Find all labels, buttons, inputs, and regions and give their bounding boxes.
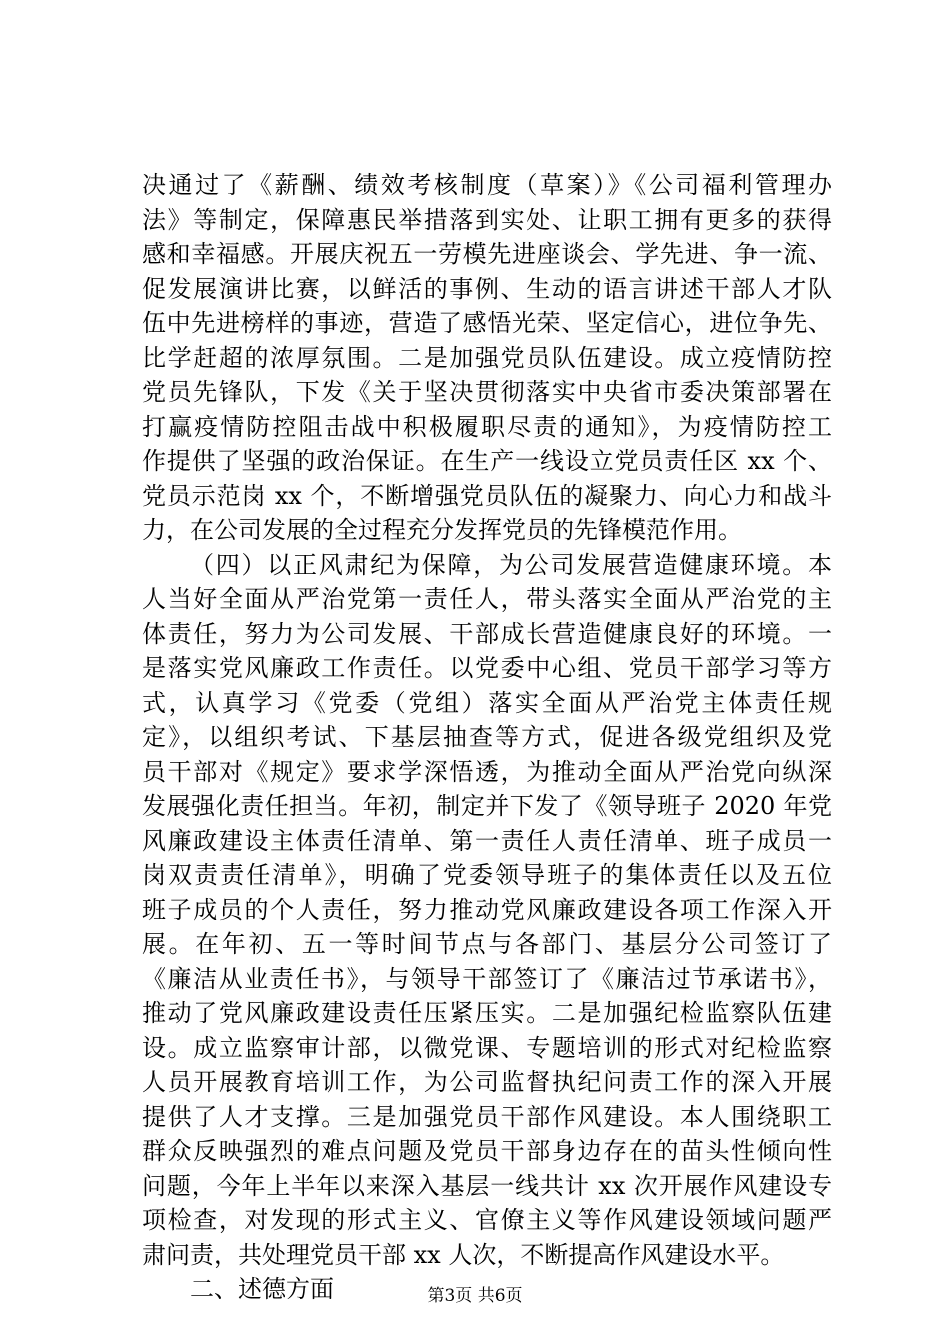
text-line: 比学赶超的浓厚氛围。二是加强党员队伍建设。成立疫情防控 bbox=[142, 343, 832, 372]
text-line: 员干部对《规定》要求学深悟透，为推动全面从严治党向纵深 bbox=[142, 757, 832, 786]
text-line: 感和幸福感。开展庆祝五一劳模先进座谈会、学先进、争一流、 bbox=[142, 240, 832, 268]
text-line: 党员示范岗 xx 个，不断增强党员队伍的凝聚力、向心力和战斗 bbox=[142, 481, 832, 510]
text-line: 问题，今年上半年以来深入基层一线共计 xx 次开展作风建设专 bbox=[142, 1171, 832, 1200]
page-number-footer: 第3页 共6页 bbox=[427, 1286, 523, 1306]
text-line: 打赢疫情防控阻击战中积极履职尽责的通知》，为疫情防控工 bbox=[142, 412, 832, 441]
section-heading-line: 二、述德方面 bbox=[190, 1275, 334, 1303]
text-line: 项检查，对发现的形式主义、官僚主义等作风建设领域问题严 bbox=[142, 1206, 832, 1234]
section-heading-line: （四）以正风肃纪为保障，为公司发展营造健康环境。本 bbox=[190, 550, 832, 579]
text-line: 法》等制定，保障惠民举措落到实处、让职工拥有更多的获得 bbox=[142, 205, 832, 234]
text-line: 提供了人才支撑。三是加强党员干部作风建设。本人围绕职工 bbox=[142, 1102, 832, 1131]
text-line: 人当好全面从严治党第一责任人，带头落实全面从严治党的主 bbox=[142, 585, 832, 613]
text-line: 促发展演讲比赛，以鲜活的事例、生动的语言讲述干部人才队 bbox=[142, 274, 832, 303]
text-line: 定》，以组织考试、下基层抽查等方式，促进各级党组织及党 bbox=[142, 723, 832, 751]
text-line: 风廉政建设主体责任清单、第一责任人责任清单、班子成员一 bbox=[142, 826, 832, 855]
text-line: 是落实党风廉政工作责任。以党委中心组、党员干部学习等方 bbox=[142, 654, 832, 682]
text-line: 伍中先进榜样的事迹，营造了感悟光荣、坚定信心，进位争先、 bbox=[142, 309, 832, 337]
text-line: 发展强化责任担当。年初，制定并下发了《领导班子 2020 年党 bbox=[142, 792, 832, 820]
text-line: 肃问责，共处理党员干部 xx 人次，不断提高作风建设水平。 bbox=[142, 1240, 785, 1269]
text-line: 班子成员的个人责任，努力推动党风廉政建设各项工作深入开 bbox=[142, 895, 832, 924]
text-line: 推动了党风廉政建设责任压紧压实。二是加强纪检监察队伍建 bbox=[142, 999, 832, 1027]
text-line: 作提供了坚强的政治保证。在生产一线设立党员责任区 xx 个、 bbox=[142, 447, 832, 475]
text-line: 群众反映强烈的难点问题及党员干部身边存在的苗头性倾向性 bbox=[142, 1137, 832, 1165]
text-line: 力，在公司发展的全过程充分发挥党员的先锋模范作用。 bbox=[142, 516, 742, 544]
text-line: 决通过了《薪酬、绩效考核制度（草案）》《公司福利管理办 bbox=[142, 171, 832, 199]
text-line: 设。成立监察审计部，以微党课、专题培训的形式对纪检监察 bbox=[142, 1033, 832, 1062]
text-line: 人员开展教育培训工作，为公司监督执纪问责工作的深入开展 bbox=[142, 1068, 832, 1096]
document-body bbox=[142, 168, 832, 1307]
text-line: 岗双责责任清单》，明确了党委领导班子的集体责任以及五位 bbox=[142, 861, 832, 889]
text-line: 《廉洁从业责任书》，与领导干部签订了《廉洁过节承诺书》， bbox=[142, 964, 832, 993]
text-line: 党员先锋队，下发《关于坚决贯彻落实中央省市委决策部署在 bbox=[142, 378, 832, 406]
text-line: 体责任，努力为公司发展、干部成长营造健康良好的环境。一 bbox=[142, 619, 832, 648]
text-line: 式，认真学习《党委（党组）落实全面从严治党主体责任规 bbox=[142, 688, 832, 717]
text-line: 展。在年初、五一等时间节点与各部门、基层分公司签订了 bbox=[142, 930, 832, 958]
